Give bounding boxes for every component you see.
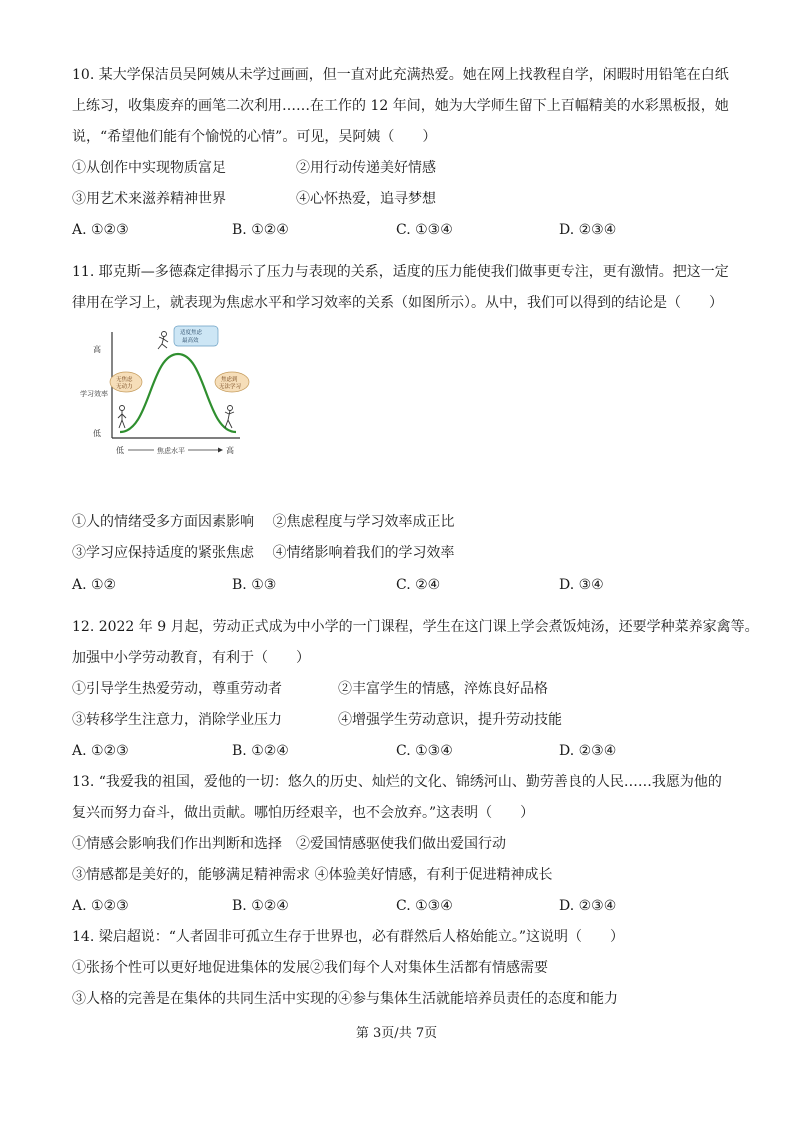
q12-stem-line-2: 加强中小学劳动教育，有利于（ ）	[72, 650, 310, 666]
q11-choice-a: A. ①②	[72, 577, 117, 593]
y-axis-label: 学习效率	[80, 390, 108, 398]
q10-stem-line-2: 上练习，收集废弃的画笔二次利用……在工作的 12 年间，她为大学师生留下上百幅精美的水彩黑板报，她	[72, 98, 729, 114]
q12-choice-b: B. ①②④	[232, 743, 289, 759]
q10-stem-line-3: 说，“希望他们能有个愉悦的心情”。可见，吴阿姨（ ）	[72, 129, 437, 145]
q13-statements-3-4: ③情感都是美好的，能够满足精神需求 ④体验美好情感，有利于促进精神成长	[72, 867, 553, 883]
y-low-label: 低	[93, 429, 101, 438]
left-bubble-line-2: 无动力	[116, 384, 133, 390]
q14-statements-1-2: ①张扬个性可以更好地促进集体的发展②我们每个人对集体生活都有情感需要	[72, 960, 548, 976]
top-bubble-line-1: 适度焦虑	[180, 330, 203, 336]
q12-choice-a: A. ①②③	[72, 743, 129, 759]
y-high-label: 高	[93, 345, 101, 354]
x-low-label: 低	[116, 446, 124, 455]
top-bubble-line-2: 最高效	[182, 338, 199, 344]
x-axis-label: 焦虑水平	[157, 447, 185, 455]
q10-statement-4: ④心怀热爱，追寻梦想	[296, 191, 436, 207]
q11-choice-b: B. ①③	[232, 577, 277, 593]
q14-statements-3-4: ③人格的完善是在集体的共同生活中实现的④参与集体生活就能培养员责任的态度和能力	[72, 991, 618, 1007]
q13-choice-c: C. ①③④	[396, 898, 453, 914]
left-person-icon	[118, 406, 126, 429]
q11-stem-line-1: 11. 耶克斯—多德森定律揭示了压力与表现的关系，适度的压力能使我们做事更专注，更有激情。把这一定	[72, 264, 729, 280]
q11-stem-line-2: 律用在学习上，就表现为焦虑水平和学习效率的关系（如图所示）。从中，我们可以得到的结论是（ ）	[72, 295, 723, 311]
q12-choice-d: D. ②③④	[559, 743, 617, 759]
q11-choice-c: C. ②④	[396, 577, 441, 593]
q10-choice-a: A. ①②③	[72, 222, 129, 238]
q12-stem-line-1: 12. 2022 年 9 月起，劳动正式成为中小学的一门课程，学生在这门课上学会煮饭炖汤，还要学种菜养家禽等。	[72, 619, 759, 635]
q10-stem-line-1: 10. 某大学保洁员吴阿姨从未学过画画，但一直对此充满热爱。她在网上找教程自学，闲暇时用铅笔在白纸	[72, 67, 729, 83]
q10-choice-d: D. ②③④	[559, 222, 617, 238]
q13-choice-a: A. ①②③	[72, 898, 129, 914]
q13-choice-b: B. ①②④	[232, 898, 289, 914]
q11-statements-1-2: ①人的情绪受多方面因素影响 ②焦虑程度与学习效率成正比	[72, 514, 455, 530]
page-number: 第 3页/共 7页	[355, 1026, 438, 1041]
q10-statement-3: ③用艺术来滋养精神世界	[72, 191, 226, 207]
q12-choice-c: C. ①③④	[396, 743, 453, 759]
q10-choice-c: C. ①③④	[396, 222, 453, 238]
q12-statement-1: ①引导学生热爱劳动，尊重劳动者	[72, 681, 282, 697]
left-bubble-line-1: 无焦虑	[116, 377, 133, 383]
q10-choice-b: B. ①②④	[232, 222, 289, 238]
q13-choice-d: D. ②③④	[559, 898, 617, 914]
right-bubble-line-1: 焦虑到	[221, 377, 238, 383]
bell-curve	[120, 354, 236, 432]
q13-stem-line-2: 复兴而努力奋斗，做出贡献。哪怕历经艰辛，也不会放弃。”这表明（ ）	[72, 805, 535, 821]
q12-statement-4: ④增强学生劳动意识，提升劳动技能	[338, 712, 562, 728]
runner-icon	[158, 332, 168, 350]
x-high-label: 高	[226, 446, 234, 455]
q10-statement-2: ②用行动传递美好情感	[296, 160, 436, 176]
q10-statement-1: ①从创作中实现物质富足	[72, 160, 226, 176]
right-bubble-line-2: 无法学习	[219, 384, 242, 390]
q13-stem-line-1: 13. “我爱我的祖国，爱他的一切：悠久的历史、灿烂的文化、锦绣河山、勤劳善良的人民……我愿为他的	[72, 774, 722, 790]
q14-stem-line-1: 14. 梁启超说：“人者固非可孤立生存于世界也，必有群然后人格始能立。”这说明（ ）	[72, 929, 625, 945]
x-arrow-head-icon	[218, 448, 223, 453]
anxiety-efficiency-figure	[80, 322, 250, 462]
q12-statement-3: ③转移学生注意力，消除学业压力	[72, 712, 282, 728]
q13-statements-1-2: ①情感会影响我们作出判断和选择 ②爱国情感驱使我们做出爱国行动	[72, 836, 506, 852]
q11-choice-d: D. ③④	[559, 577, 604, 593]
q12-statement-2: ②丰富学生的情感，淬炼良好品格	[338, 681, 548, 697]
right-person-icon	[225, 406, 234, 429]
q11-statements-3-4: ③学习应保持适度的紧张焦虑 ④情绪影响着我们的学习效率	[72, 545, 455, 561]
